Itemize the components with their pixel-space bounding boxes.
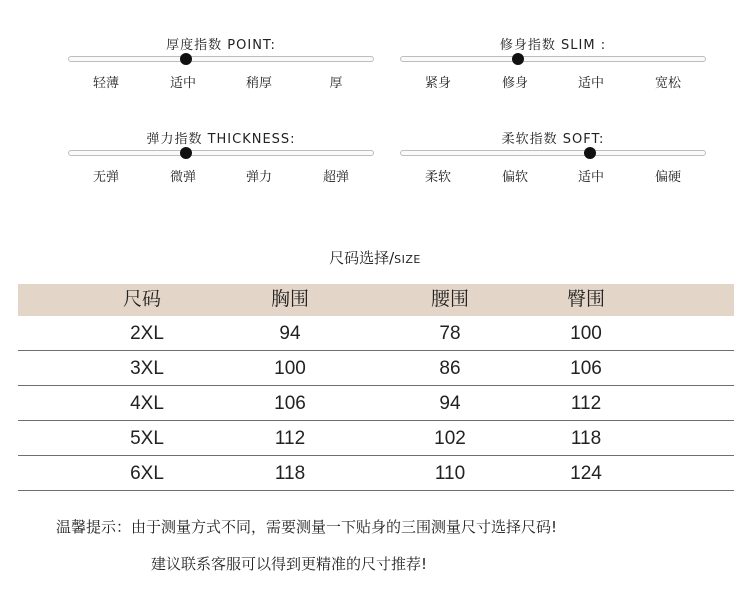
cell-hip: 112 — [570, 393, 602, 414]
indicator-slim-marker — [512, 53, 524, 65]
cell-hip: 118 — [570, 428, 602, 449]
table-row — [18, 386, 734, 421]
indicator-thickness-label: 微弹 — [169, 170, 196, 185]
table-row — [18, 456, 734, 491]
size-table — [18, 284, 734, 491]
indicator-slim-label: 修身 — [501, 76, 528, 91]
indicator-soft-title: 柔软指数 SOFT: — [501, 132, 605, 147]
indicator-slim-label: 适中 — [577, 76, 604, 91]
header-hip: 臀围 — [566, 289, 605, 310]
indicator-point-label: 适中 — [169, 76, 196, 91]
header-size: 尺码 — [122, 289, 161, 310]
cell-chest: 100 — [274, 358, 306, 379]
size-table-title-en: SIZE — [394, 253, 421, 266]
size-table-title — [0, 247, 750, 268]
cell-size: 3XL — [130, 358, 164, 379]
indicator-thickness-label: 弹力 — [245, 170, 272, 185]
indicator-thickness-track — [68, 150, 374, 156]
size-table-header — [18, 284, 734, 316]
indicator-soft-marker — [584, 147, 596, 159]
indicator-point-marker — [180, 53, 192, 65]
cell-waist: 86 — [439, 358, 461, 379]
cell-chest: 106 — [274, 393, 306, 414]
indicator-thickness-label: 超弹 — [322, 170, 349, 185]
indicator-soft-label: 适中 — [577, 170, 604, 185]
indicator-point — [68, 34, 374, 94]
indicator-thickness-title: 弹力指数 THICKNESS: — [146, 132, 296, 147]
cell-hip: 106 — [570, 358, 602, 379]
cell-size: 6XL — [130, 463, 164, 484]
cell-chest: 118 — [274, 463, 306, 484]
indicator-point-label: 稍厚 — [245, 76, 272, 91]
indicator-point-label: 轻薄 — [92, 76, 119, 91]
header-waist: 腰围 — [430, 289, 469, 310]
cell-chest: 112 — [274, 428, 306, 449]
indicator-point-label: 厚 — [329, 76, 343, 91]
cell-waist: 78 — [439, 323, 461, 344]
cell-waist: 110 — [434, 463, 466, 484]
cell-waist: 102 — [434, 428, 466, 449]
indicator-thickness-label: 无弹 — [92, 170, 119, 185]
cell-hip: 100 — [570, 323, 602, 344]
indicator-slim-label: 宽松 — [654, 76, 681, 91]
indicator-thickness-marker — [180, 147, 192, 159]
cell-hip: 124 — [570, 463, 602, 484]
indicator-thickness — [68, 128, 374, 188]
indicator-slim — [400, 34, 706, 94]
indicator-point-track — [68, 56, 374, 62]
indicator-slim-label: 紧身 — [424, 76, 451, 91]
size-table-title-cn: 尺码选择/ — [329, 249, 395, 267]
cell-size: 5XL — [130, 428, 164, 449]
indicator-soft — [400, 128, 706, 188]
table-row — [18, 316, 734, 351]
notice-line-1: 温馨提示：由于测量方式不同，需要测量一下贴身的三围测量尺寸选择尺码! — [56, 518, 558, 536]
table-row — [18, 421, 734, 456]
cell-size: 2XL — [130, 323, 164, 344]
table-row — [18, 351, 734, 386]
cell-size: 4XL — [130, 393, 164, 414]
indicator-slim-track — [400, 56, 706, 62]
indicator-soft-label: 偏硬 — [654, 170, 681, 185]
notice-line-2: 建议联系客服可以得到更精准的尺寸推荐! — [151, 555, 428, 573]
cell-chest: 94 — [279, 323, 301, 344]
indicator-soft-label: 柔软 — [424, 170, 451, 185]
cell-waist: 94 — [439, 393, 461, 414]
indicator-point-title: 厚度指数 POINT: — [166, 38, 276, 53]
indicator-soft-track — [400, 150, 706, 156]
indicator-soft-label: 偏软 — [501, 170, 528, 185]
indicator-slim-title: 修身指数 SLIM : — [499, 38, 607, 53]
header-chest: 胸围 — [270, 289, 309, 310]
